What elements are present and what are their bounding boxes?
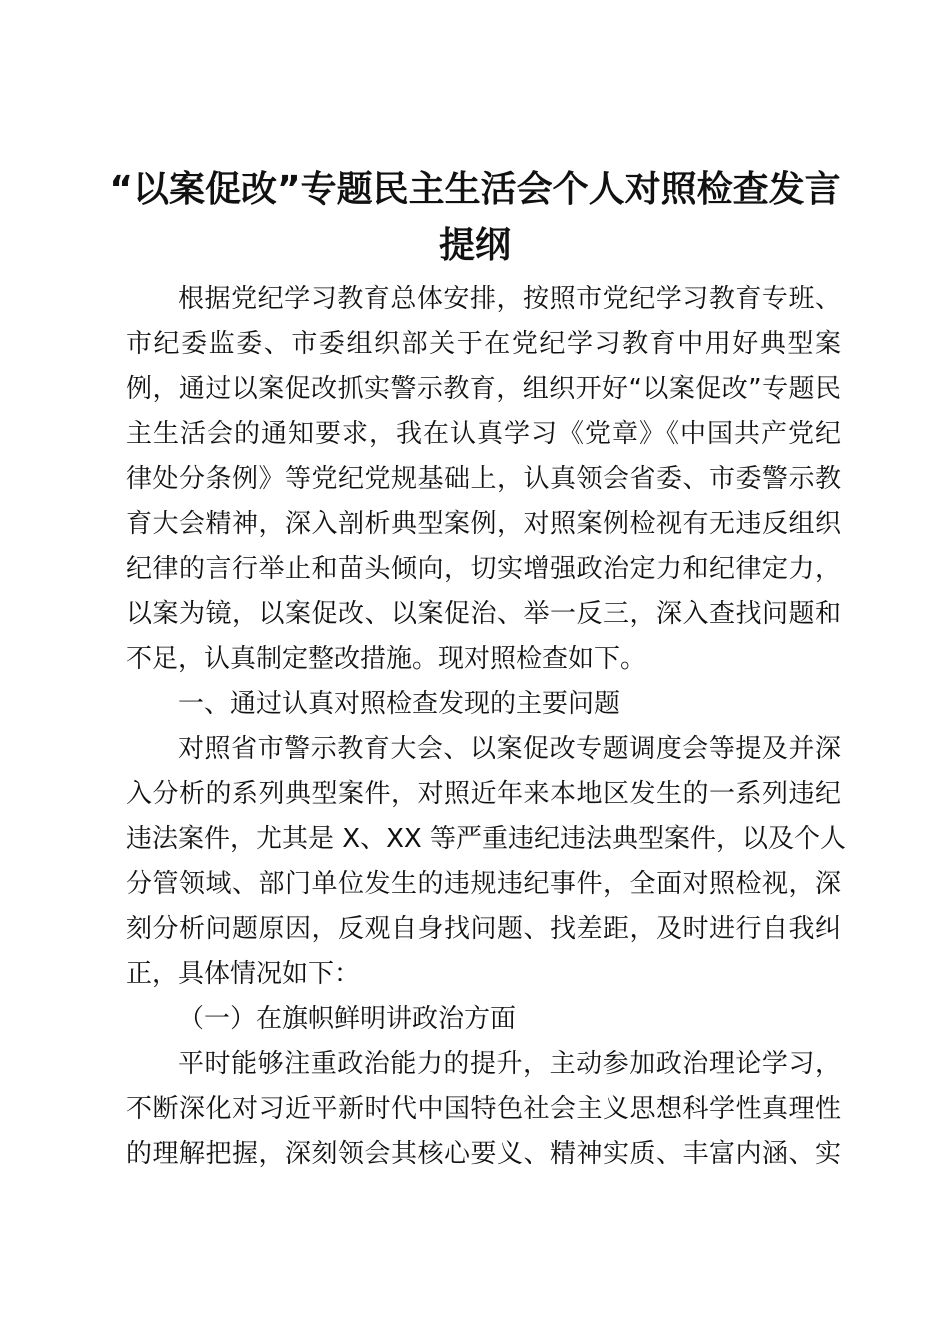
paragraph-line: 刻分析问题原因，反观自身找问题、找差距，及时进行自我纠 (126, 914, 841, 944)
paragraph-line: 正，具体情况如下： (126, 959, 361, 989)
paragraph-line: 根据党纪学习教育总体安排，按照市党纪学习教育专班、 (178, 284, 841, 314)
paragraph-line: 律处分条例》等党纪党规基础上，认真领会省委、市委警示教 (126, 464, 841, 494)
paragraph-line: 分管领域、部门单位发生的违规违纪事件，全面对照检视，深 (126, 869, 841, 899)
paragraph-line: 主生活会的通知要求，我在认真学习《党章》《中国共产党纪 (126, 419, 841, 449)
paragraph-line: 以案为镜，以案促改、以案促治、举一反三，深入查找问题和 (126, 599, 841, 629)
document-title-line-1: “以案促改”专题民主生活会个人对照检查发言 (109, 169, 841, 210)
paragraph-line: 不足，认真制定整改措施。现对照检查如下。 (126, 644, 647, 674)
document-title-line-2: 提纲 (438, 225, 511, 266)
paragraph-line: 纪律的言行举止和苗头倾向，切实增强政治定力和纪律定力， (126, 554, 841, 584)
paragraph-line: 入分析的系列典型案件，对照近年来本地区发生的一系列违纪 (126, 779, 841, 809)
paragraph-line: 对照省市警示教育大会、以案促改专题调度会等提及并深 (178, 734, 841, 764)
paragraph-line: 平时能够注重政治能力的提升，主动参加政治理论学习， (178, 1049, 841, 1079)
section-heading: 一、通过认真对照检查发现的主要问题 (178, 689, 621, 719)
paragraph-line: 育大会精神，深入剖析典型案例，对照案例检视有无违反组织 (126, 509, 841, 539)
paragraph-line: 违法案件，尤其是 X、XX 等严重违纪违法典型案件，以及个人 (126, 824, 846, 854)
paragraph-line: 例，通过以案促改抓实警示教育，组织开好“以案促改”专题民 (126, 374, 841, 404)
subsection-heading: （一）在旗帜鲜明讲政治方面 (178, 1004, 517, 1034)
paragraph-line: 市纪委监委、市委组织部关于在党纪学习教育中用好典型案 (126, 329, 841, 359)
paragraph-line: 不断深化对习近平新时代中国特色社会主义思想科学性真理性 (126, 1094, 841, 1124)
paragraph-line: 的理解把握，深刻领会其核心要义、精神实质、丰富内涵、实 (126, 1139, 841, 1169)
